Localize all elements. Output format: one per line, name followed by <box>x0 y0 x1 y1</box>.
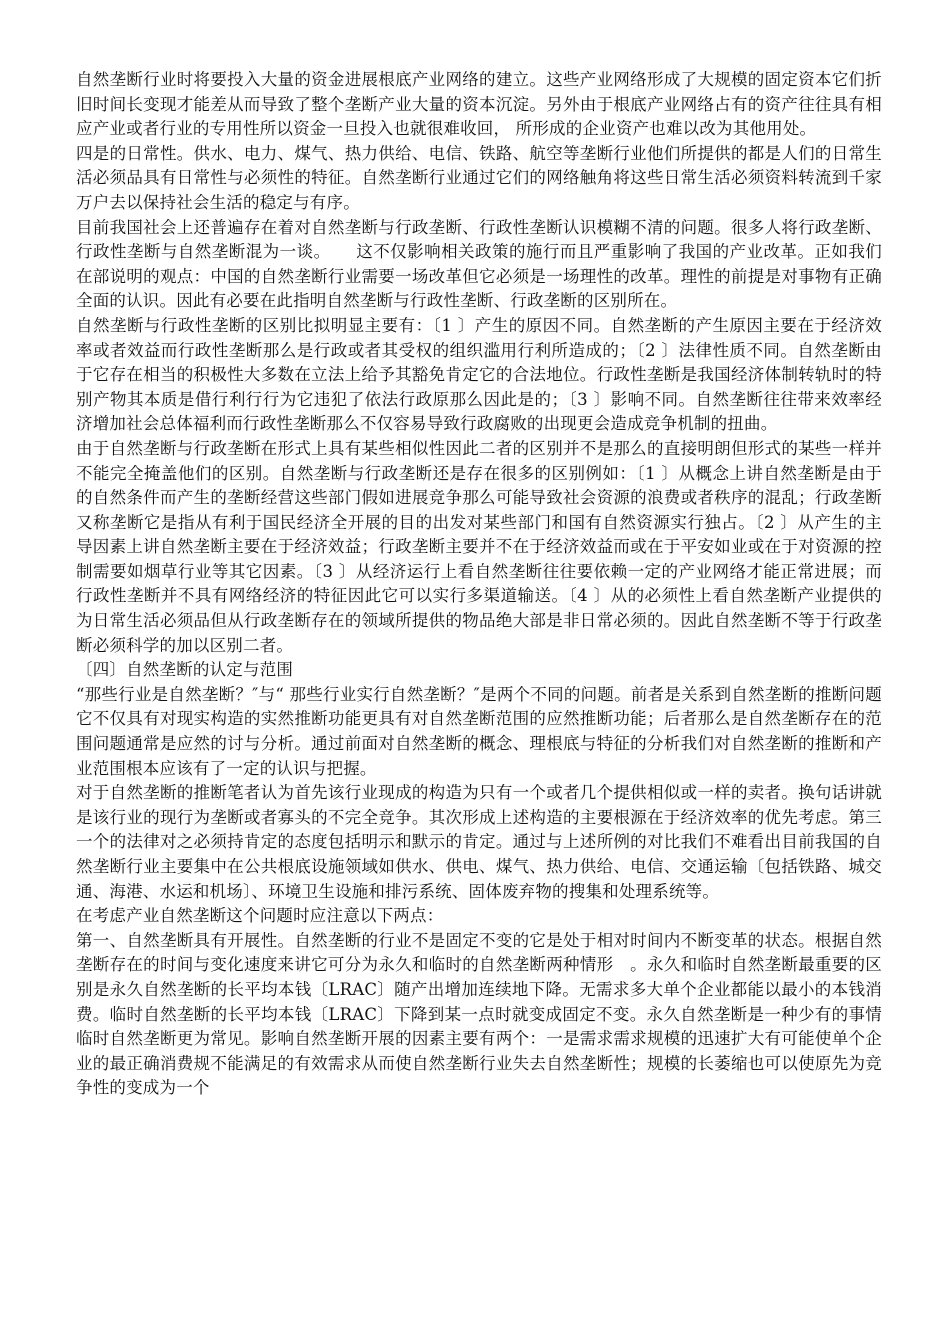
paragraph-natural-vs-administrative: 由于自然垄断与行政垄断在形式上具有某些相似性因此二者的区别并不是那么的直接明朗但形式的某些一样并不能完全掩盖他们的区别。自然垄断与行政垄断还是存在很多的区别例如：〔1 〕从概念上讲自然垄断是由于的自然条件而产生的垄断经营这些部门假如进展竞争那么可能导致社会资源的浪费或者秩序的混乱；行政垄断又称垄断它是指从有利于国民经济全开展的目的出发对某些部门和国有自然资源实行独占。〔2 〕从产生的主导因素上讲自然垄断主要在于经济效益；行政垄断主要并不在于经济效益而或在于平安如业或在于对资源的控制需要如烟草行业等其它因素。〔3 〕从经济运行上看自然垄断往往要依赖一定的产业网络才能正常进展；而行政性垄断并不具有网络经济的特征因此它可以实行多渠道输送。〔4 〕从的必须性上看自然垄断产业提供的为日常生活必须品但从行政垄断存在的领域所提供的物品绝大部是非日常必须的。因此自然垄断不等于行政垄断必须科学的加以区别二者。 <box>76 438 882 655</box>
paragraph-administrative-differences: 自然垄断与行政性垄断的区别比拟明显主要有：〔1 〕产生的原因不同。自然垄断的产生原因主要在于经济效率或者效益而行政性垄断那么是行政或者其受权的组织滥用行利所造成的；〔2 〕法律性质不同。自然垄断由于它存在相当的积极性大多数在立法上给予其豁免肯定它的合法地位。行政性垄断是我国经济体制转轨时的特别产物其本质是借行利行行为它违犯了依法行政原那么因此是的；〔3 〕影响不同。自然垄断往往带来效率经济增加社会总体福利而行政性垄断那么不仅容易导致行政腐败的出现更会造成竞争机制的扭曲。 <box>76 315 882 434</box>
paragraph-sunk-capital: 自然垄断行业时将要投入大量的资金进展根底产业网络的建立。这些产业网络形成了大规模的固定资本它们折旧时间长变现才能差从而导致了整个垄断产业大量的资本沉淀。另外由于根底产业网络占有的资产往往具有相应产业或者行业的专用性所以资金一旦投入也就很难收回， 所形成的企业资产也难以改为其他用处。 <box>76 70 882 139</box>
section-heading-identification-scope: 〔四〕自然垄断的认定与范围 <box>76 660 294 680</box>
paragraph-judgment-criteria: 对于自然垄断的推断笔者认为首先该行业现成的构造为只有一个或者几个提供相似或一样的卖者。换句话讲就是该行业的现行为垄断或者寡头的不完全竞争。其次形成上述构造的主要根源在于经济效率的优先考虑。第三一个的法律对之必须持肯定的态度包括明示和默示的肯定。通过与上述所例的对比我们不难看出目前我国的自然垄断行业主要集中在公共根底设施领域如供水、供电、煤气、热力供给、电信、交通运输〔包括铁路、城交通、海港、水运和机场〕、环境卫生设施和排污系统、固体废弃物的搜集和处理系统等。 <box>76 783 882 901</box>
paragraph-two-points-intro: 在考虑产业自然垄断这个问题时应注意以下两点： <box>76 906 444 926</box>
paragraph-daily-necessity: 四是的日常性。供水、电力、煤气、热力供给、电信、铁路、航空等垄断行业他们所提供的都是人们的日常生活必须品具有日常性与必须性的特征。自然垄断行业通过它们的网络触角将这些日常生活必须资料转流到千家万户去以保持社会生活的稳定与有序。 <box>76 143 882 212</box>
paragraph-first-point: 第一、自然垄断具有开展性。自然垄断的行业不是固定不变的它是处于相对时间内不断变革的状态。根据自然垄断存在的时间与变化速度来讲它可分为永久和临时的自然垄断两种情形 。永久和临时自然垄断最重要的区别是永久自然垄断的长平均本钱〔LRAC〕随产出增加连续地下降。无需求多大单个企业都能以最小的本钱消费。临时自然垄断的长平均本钱〔LRAC〕下降到某一点时就变成固定不变。永久自然垄断是一种少有的事情临时自然垄断更为常见。影响自然垄断开展的因素主要有两个：一是需求需求规模的迅速扩大有可能使单个企业的最正确消费规不能满足的有效需求从而使自然垄断行业失去自然垄断性；规模的长萎缩也可以使原先为竞争性的变成为一个 <box>76 930 882 1098</box>
paragraph-confusion: 目前我国社会上还普遍存在着对自然垄断与行政垄断、行政性垄断认识模糊不清的问题。很多人将行政垄断、行政性垄断与自然垄断混为一谈。 这不仅影响相关政策的施行而且严重影响了我国的产业改革。正如我们在部说明的观点：中国的自然垄断行业需要一场改革但它必须是一场理性的改革。理性的前提是对事物有正确全面的认识。因此有必要在此指明自然垄断与行政性垄断、行政垄断的区别所在。 <box>76 217 882 311</box>
document-body <box>76 68 882 1101</box>
paragraph-two-questions: “那些行业是自然垄断？″与“ 那些行业实行自然垄断？″是两个不同的问题。前者是关系到自然垄断的推断问题它不仅具有对现实构造的实然推断功能更具有对自然垄断范围的应然推断功能；后者那么是自然垄断存在的范围问题通常是应然的讨与分析。通过前面对自然垄断的概念、理根底与特征的分析我们对自然垄断的推断和产业范围根本应该有了一定的认识与把握。 <box>76 684 882 778</box>
